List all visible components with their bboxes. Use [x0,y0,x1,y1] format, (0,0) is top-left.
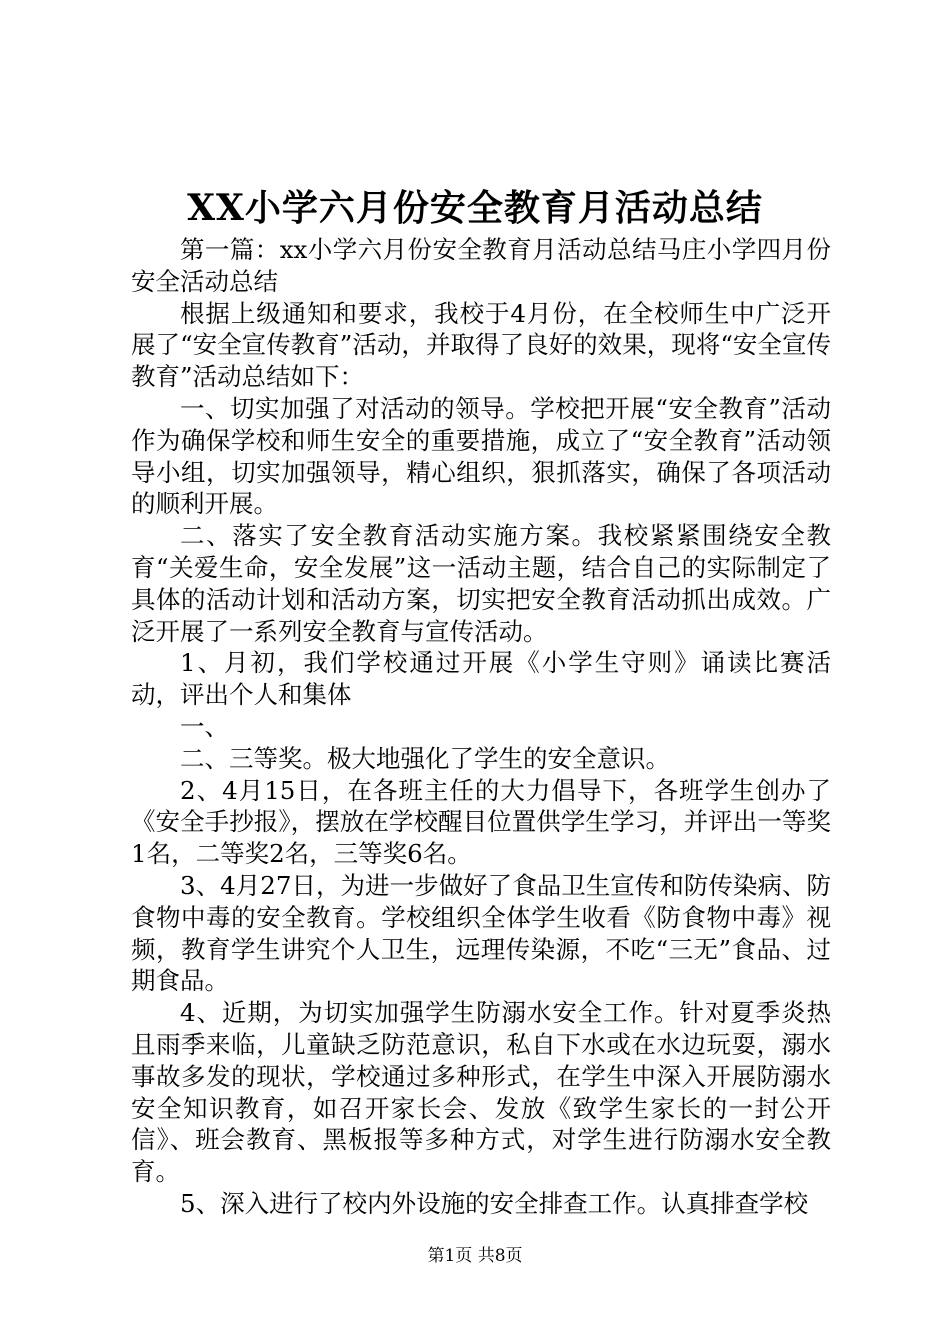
paragraph-intro: 第一篇：xx小学六月份安全教育月活动总结马庄小学四月份安全活动总结 [131,235,831,296]
paragraph-background: 根据上级通知和要求，我校于4月份，在全校师生中广泛开展了“安全宣传教育”活动，并取得了良好的效果，现将“安全宣传教育”活动总结如下： [131,298,831,392]
paragraph-implementation: 二、落实了安全教育活动实施方案。我校紧紧围绕安全教育“关爱生命，安全发展”这一活动主题，结合自己的实际制定了具体的活动计划和活动方案，切实把安全教育活动抓出成效。广泛开展了一系列安全教育与宣传活动。 [131,521,831,646]
paragraph-item-5: 5、深入进行了校内外设施的安全排查工作。认真排查学校 [180,1188,809,1218]
paragraph-item-1-second: 二、三等奖。极大地强化了学生的安全意识。 [180,743,670,773]
paragraph-item-4: 4、近期，为切实加强学生防溺水安全工作。针对夏季炎热且雨季来临，儿童缺乏防范意识，私自下水或在水边玩耍，溺水事故多发的现状，学校通过多种形式，在学生中深入开展防溺水安全知识教育，如召开家长会、发放《致学生家长的一封公开信》、班会教育、黑板报等多种方式，对学生进行防溺水安全教育。 [131,998,831,1187]
paragraph-item-3: 3、4月27日，为进一步做好了食品卫生宣传和防传染病、防食物中毒的安全教育。学校组织全体学生收看《防食物中毒》视频，教育学生讲究个人卫生，远理传染源，不吃“三无”食品、过期食品。 [131,870,831,996]
document-body [131,234,831,1220]
document-title: XX小学六月份安全教育月活动总结 [187,187,763,229]
paragraph-item-1-first: 一、 [180,711,229,741]
page-number-footer: 第1页 共8页 [427,1246,523,1266]
paragraph-leadership: 一、切实加强了对活动的领导。学校把开展“安全教育”活动作为确保学校和师生安全的重要措施，成立了“安全教育”活动领导小组，切实加强领导，精心组织，狠抓落实，确保了各项活动的顺利开展。 [131,393,831,519]
paragraph-item-1: 1、月初，我们学校通过开展《小学生守则》诵读比赛活动，评出个人和集体 [131,648,831,710]
paragraph-item-2: 2、4月15日，在各班主任的大力倡导下，各班学生创办了《安全手抄报》，摆放在学校醒目位置供学生学习，并评出一等奖1名，二等奖2名，三等奖6名。 [131,775,831,869]
